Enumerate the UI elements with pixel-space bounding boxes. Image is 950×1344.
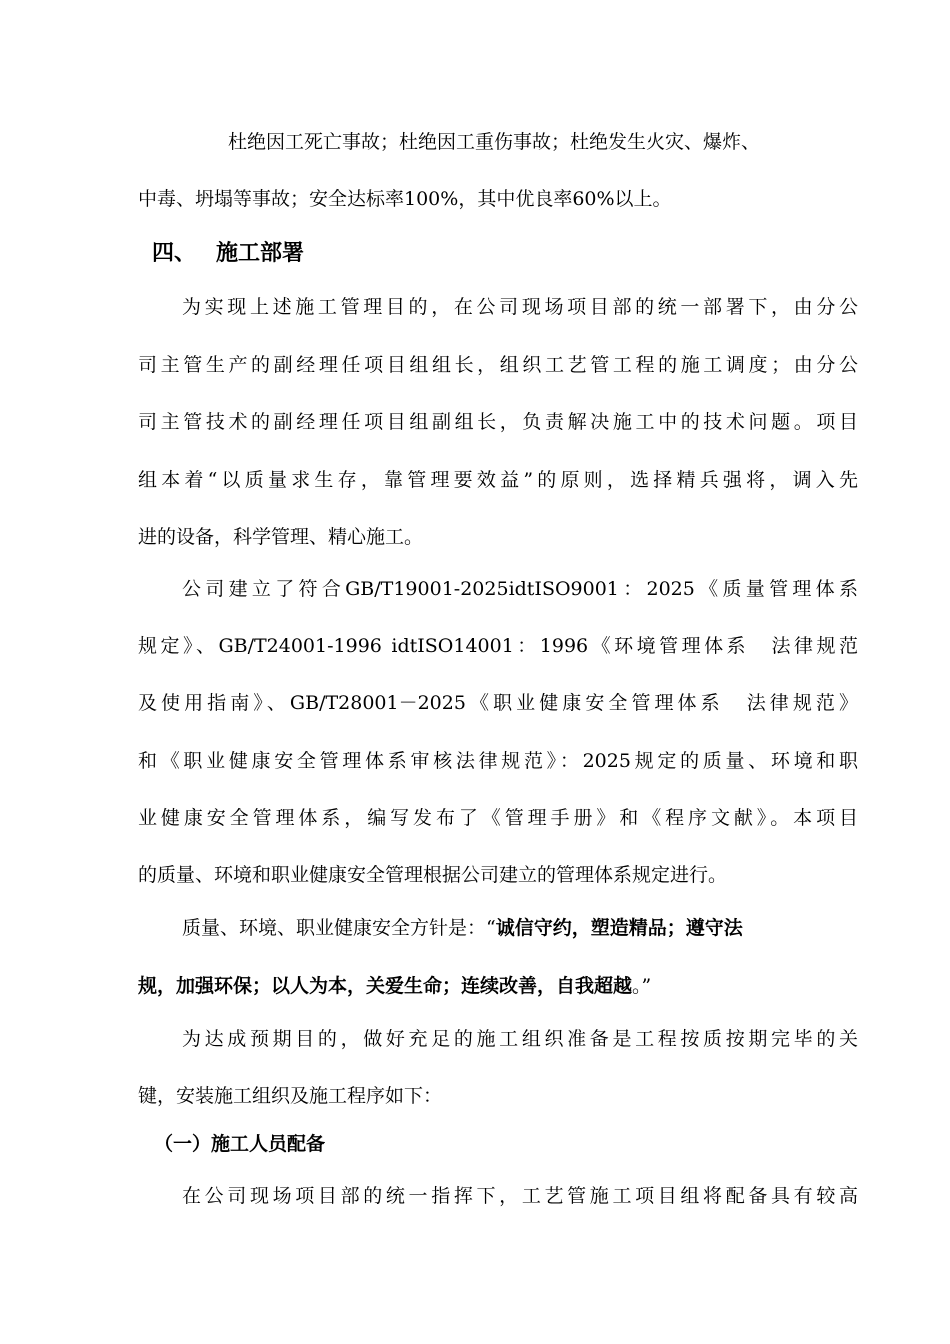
policy-bold-1: 诚信守约，塑造精品；遵守法 <box>495 917 743 939</box>
deploy-line-5: 进的设备，科学管理、精心施工。 <box>138 526 424 548</box>
section-title: 施工部署 <box>216 241 305 266</box>
policy-line-1 <box>182 913 743 940</box>
policy-suffix: 。” <box>632 975 652 997</box>
system-line-2: 规定》、GB/T24001-1996 idtISO14001：1996《环境管理体系 法律规范 <box>138 635 858 657</box>
policy-line-2 <box>138 971 651 998</box>
system-line-5: 业健康安全管理体系，编写发布了《管理手册》和《程序文献》。本项目 <box>138 807 858 829</box>
policy-bold-2: 规，加强环保；以人为本，关爱生命；连续改善，自我超越 <box>138 975 633 997</box>
deploy-line-3: 司主管技术的副经理任项目组副组长，负责解决施工中的技术问题。项目 <box>138 411 858 433</box>
prepare-line-2: 键，安装施工组织及施工程序如下： <box>138 1085 443 1107</box>
prepare-line-1: 为达成预期目的，做好充足的施工组织准备是工程按质按期完毕的关 <box>182 1028 858 1050</box>
system-line-4: 和《职业健康安全管理体系审核法律规范》：2025规定的质量、环境和职 <box>138 750 858 772</box>
policy-prefix: 质量、环境、职业健康安全方针是：“ <box>182 917 496 939</box>
deploy-line-4: 组本着“以质量求生存，靠管理要效益”的原则，选择精兵强将，调入先 <box>138 469 858 491</box>
system-line-1: 公司建立了符合GB/T19001-2025idtISO9001：2025《质量管理体系 <box>182 578 858 600</box>
goal-line-2: 中毒、坍塌等事故；安全达标率100%，其中优良率60%以上。 <box>138 188 672 210</box>
section-number: 四、 <box>152 241 197 266</box>
deploy-line-2: 司主管生产的副经理任项目组组长，组织工艺管工程的施工调度；由分公 <box>138 354 858 376</box>
subsection-heading: （一）施工人员配备 <box>154 1133 326 1155</box>
section-heading <box>152 236 304 267</box>
goal-line-1: 杜绝因工死亡事故；杜绝因工重伤事故；杜绝发生火灾、爆炸、 <box>228 131 761 153</box>
deploy-line-1: 为实现上述施工管理目的，在公司现场项目部的统一部署下，由分公 <box>182 296 858 318</box>
system-line-3: 及使用指南》、GB/T28001－2025《职业健康安全管理体系 法律规范》 <box>138 692 858 714</box>
system-line-6: 的质量、环境和职业健康安全管理根据公司建立的管理体系规定进行。 <box>138 864 728 886</box>
staff-line-1: 在公司现场项目部的统一指挥下，工艺管施工项目组将配备具有较高 <box>182 1185 858 1207</box>
